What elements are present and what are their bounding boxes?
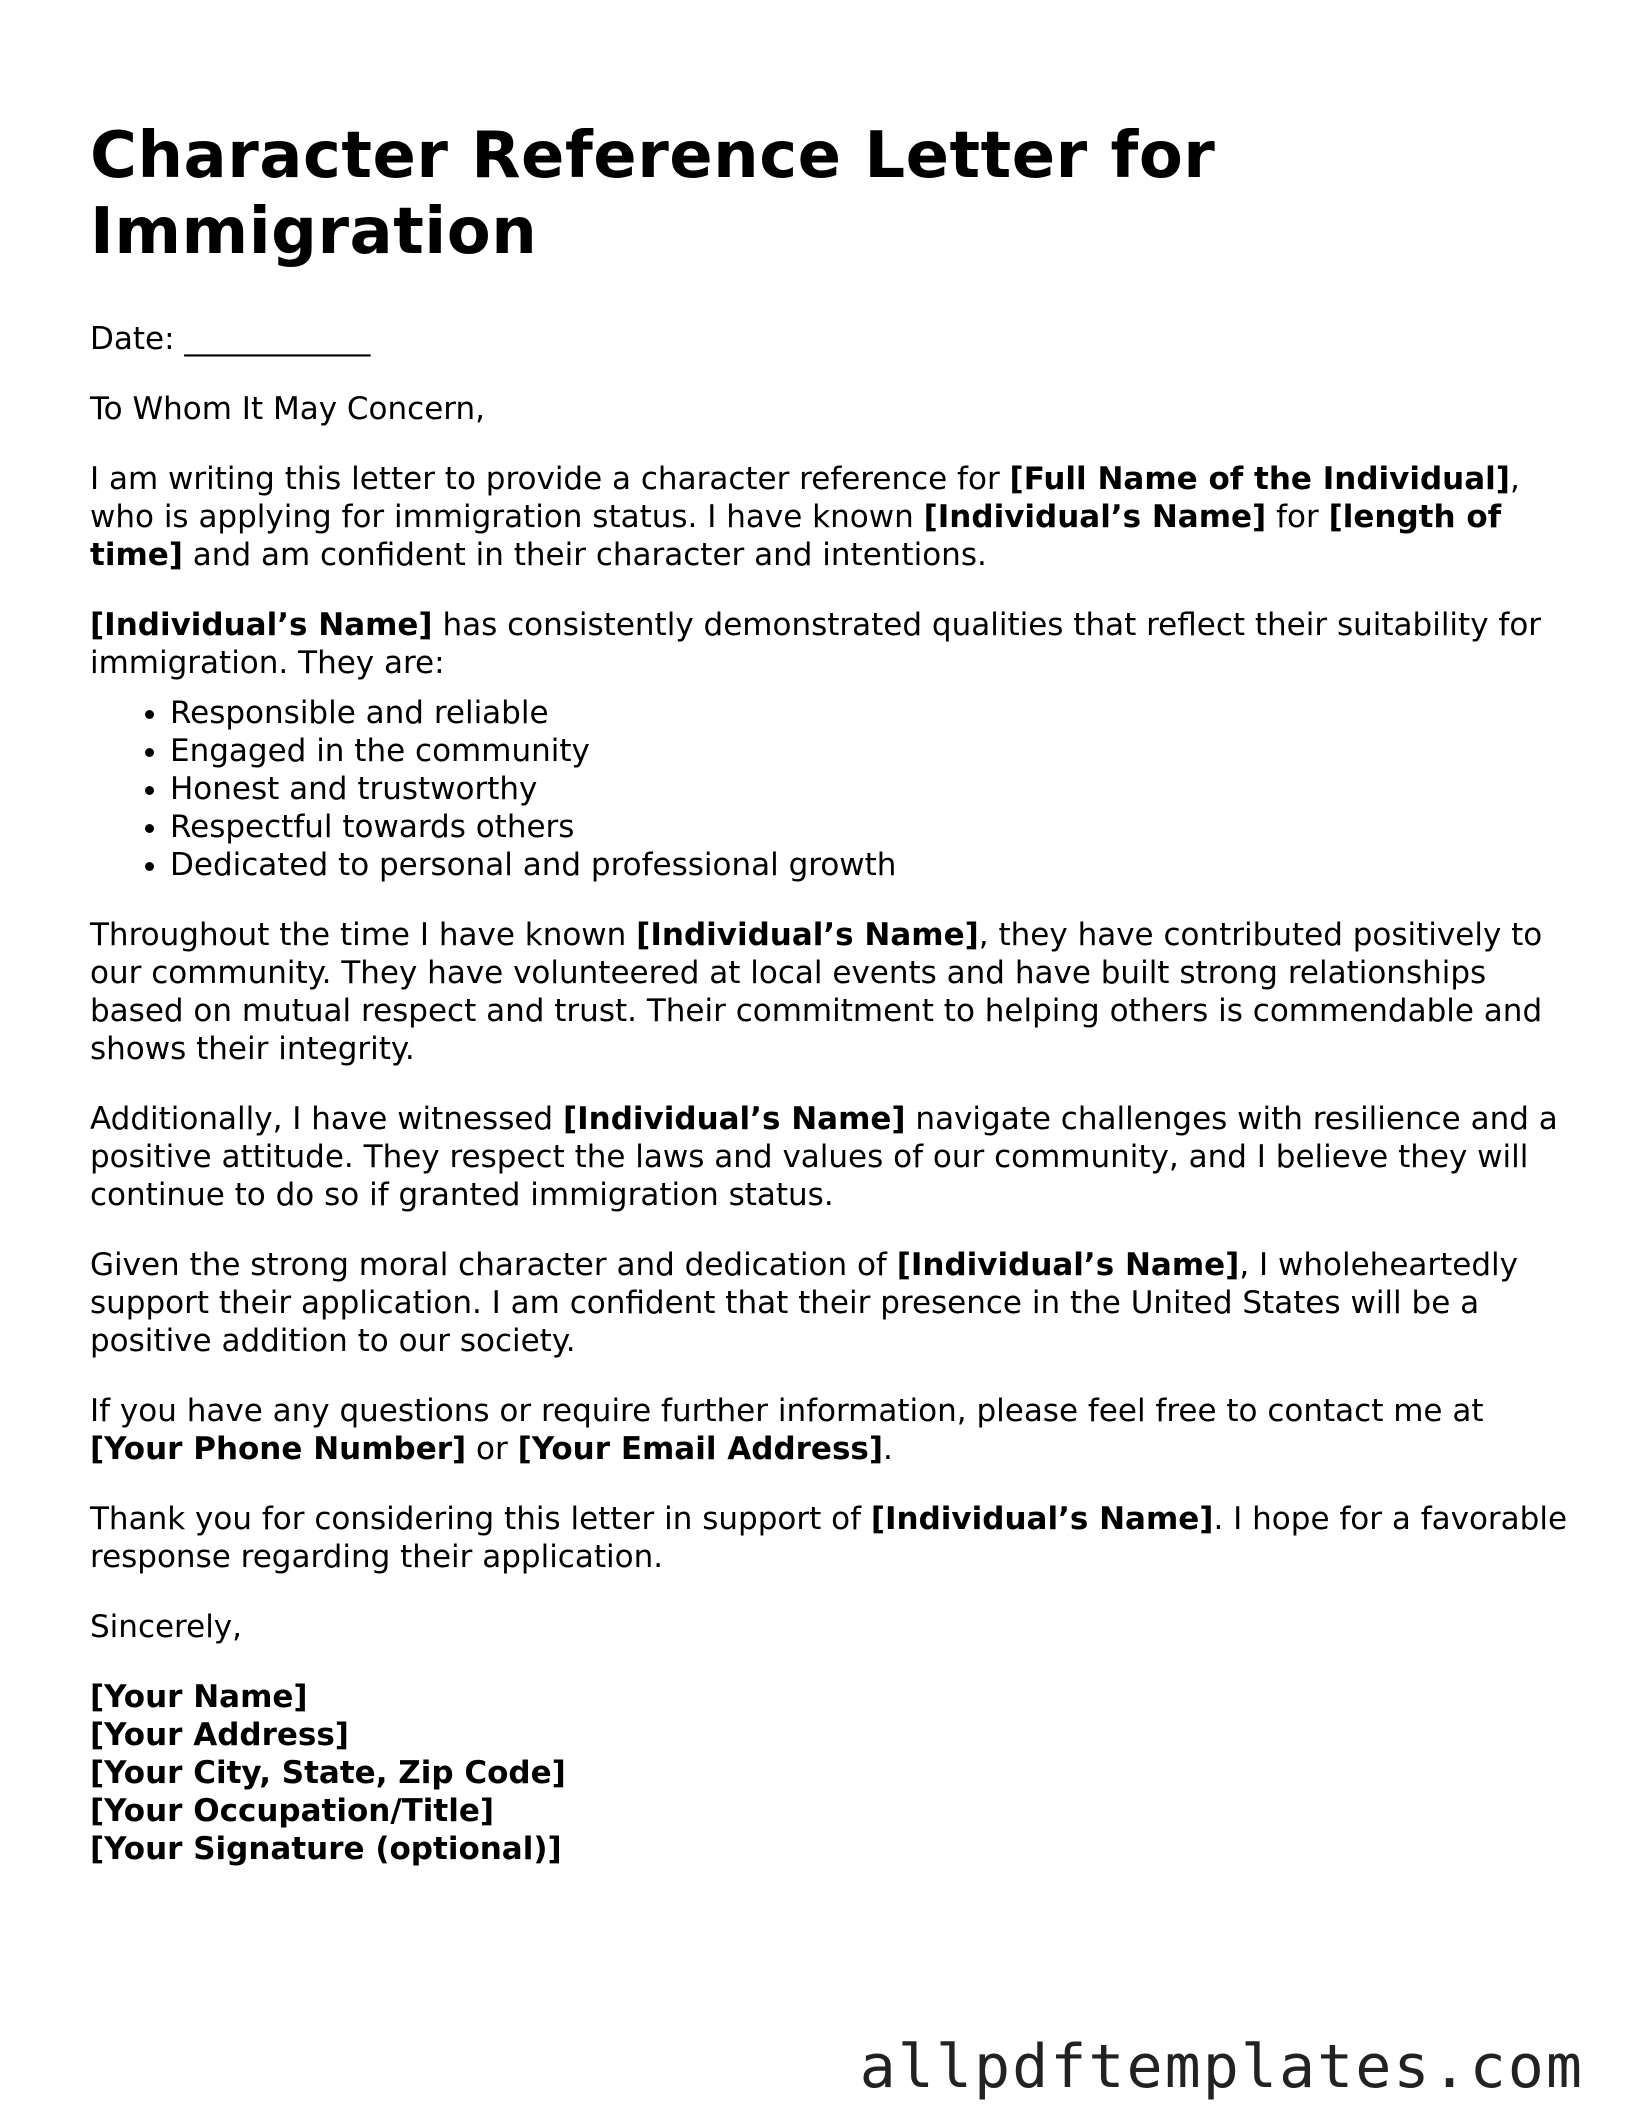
support-text: Given the strong moral character and dedication of [90,1247,897,1283]
watermark: allpdftemplates.com [859,2032,1584,2102]
signature-name: [Your Name] [90,1679,308,1715]
signature-address: [Your Address] [90,1717,349,1753]
thanks-paragraph [90,1500,1570,1576]
resilience-text: navigate challenges with resilience and a positive attitude. They respect the laws and values of our community, and I believe they will continue to do so if granted immigration status. [90,1101,1558,1213]
support-text: , I wholeheartedly support their application. I am confident that their presence in the United States will be a positive addition to our society. [90,1247,1518,1359]
date-line: Date: ____________ [90,321,371,357]
individual-name-placeholder: [Individual’s Name] [562,1101,906,1137]
list-item: • Dedicated to personal and professional growth [170,846,1570,884]
length-of-time-placeholder: [length of time] [90,499,1502,573]
intro-paragraph [90,460,1570,574]
list-item: • Honest and trustworthy [170,770,1570,808]
signature-occupation: [Your Occupation/Title] [90,1793,495,1829]
phone-placeholder: [Your Phone Number] [90,1431,467,1467]
intro-text: and am confident in their character and intentions. [182,537,987,573]
contact-text: . [883,1431,893,1467]
intro-text: , who is applying for immigration status. I have known [90,461,1520,535]
qualities-paragraph [90,606,1570,682]
community-text: Throughout the time I have known [90,917,637,953]
full-name-placeholder: [Full Name of the Individual] [1009,461,1510,497]
support-paragraph [90,1246,1570,1360]
email-placeholder: [Your Email Address] [517,1431,884,1467]
individual-name-placeholder: [Individual’s Name] [870,1501,1214,1537]
thanks-text: Thank you for considering this letter in support of [90,1501,871,1537]
signature-city-state-zip: [Your City, State, Zip Code] [90,1755,566,1791]
thanks-text: . I hope for a favorable response regarding their application. [90,1501,1568,1575]
salutation: To Whom It May Concern, [90,391,485,427]
intro-text: I am writing this letter to provide a character reference for [90,461,1010,497]
individual-name-placeholder: [Individual’s Name] [923,499,1267,535]
individual-name-placeholder: [Individual’s Name] [896,1247,1240,1283]
signature-block [90,1678,1570,1868]
individual-name-placeholder: [Individual’s Name] [90,607,433,643]
individual-name-placeholder: [Individual’s Name] [636,917,979,953]
qualities-list [90,694,1570,884]
list-item: • Engaged in the community [170,732,1570,770]
page-title: Character Reference Letter for Immigration [90,119,1216,269]
signature-line: [Your Signature (optional)] [90,1831,562,1867]
letter-page [90,118,1570,1868]
intro-text: for [1266,499,1329,535]
contact-text: or [466,1431,518,1467]
community-text: , they have contributed positively to our community. They have volunteered at local events and have built strong relationships based on mutual respect and trust. Their commitment to helping others is commendable and shows their integrity. [90,917,1543,1067]
closing: Sincerely, [90,1609,243,1645]
contact-text: If you have any questions or require further information, please feel free to contact me at [90,1393,1484,1429]
community-paragraph [90,916,1570,1068]
contact-paragraph [90,1392,1570,1468]
list-item: • Responsible and reliable [170,694,1570,732]
resilience-text: Additionally, I have witnessed [90,1101,563,1137]
list-item: • Respectful towards others [170,808,1570,846]
qualities-text: has consistently demonstrated qualities that reflect their suitability for immigration. They are: [90,607,1542,681]
resilience-paragraph [90,1100,1570,1214]
